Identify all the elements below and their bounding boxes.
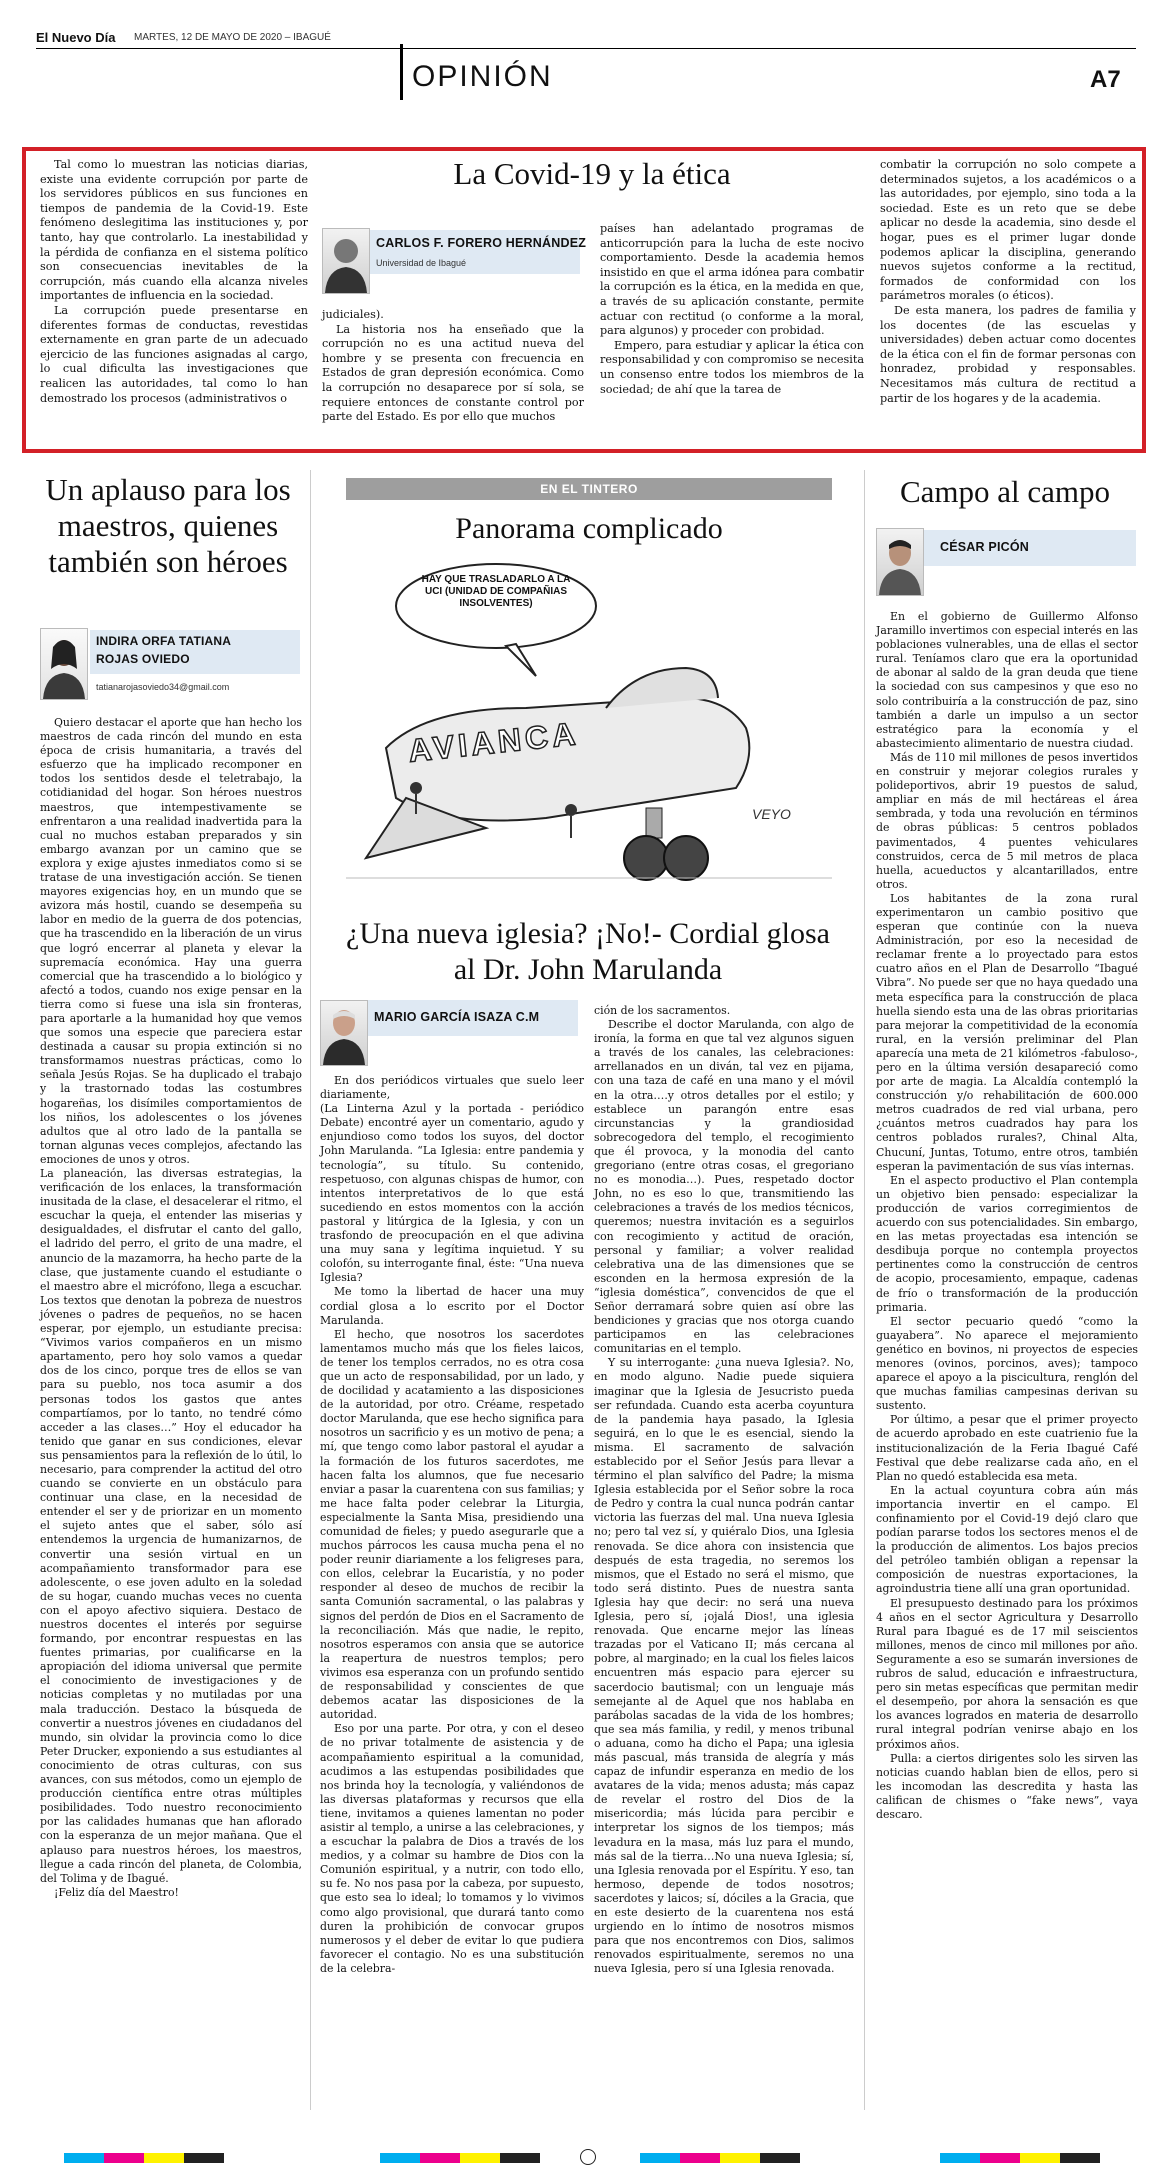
paragraph: En dos periódicos virtuales que suelo leer diariamente, [320, 1074, 584, 1102]
featured-col-3 [600, 222, 864, 397]
cartoon-signature: VEYO [752, 806, 791, 822]
paragraph: Por último, a pesar que el primer proyecto de acuerdo aprobado en este cuatrienio fue la institucionalización de la Feria Ibagué Café Festival que debe realizarse cada año, en el Plan no quedó establecida esa meta. [876, 1413, 1138, 1483]
author-name: ROJAS OVIEDO [96, 652, 190, 666]
paragraph: Me tomo la libertad de hacer una muy cordial glosa a lo escrito por el Doctor Marulanda. [320, 1285, 584, 1327]
cartoon-title: Panorama complicado [455, 512, 723, 545]
paragraph: El presupuesto destinado para los próximos 4 años en el sector Agricultura y Desarrollo Rural para Ibagué es de 17 mil seiscientos millones, menos de cinco mil millones por año. Seguramente a eso se sumarán inversiones de rubros de salud, educación e infraestructura, pero sin metas específicas que permitan medir el desempeño, por ahora la sensación es que los avances logrados en materia de desarrollo rural integral podrían venirse abajo en los próximos años. [876, 1596, 1138, 1751]
paragraph: Más de 110 mil millones de pesos invertidos en construir y mejorar colegios rurales y polideportivos, abrir 19 puestos de salud, ampliar en más de mil hectáreas el área sembrada, y toda una revolución en términos de obras públicas: 5 centros poblados pavimentados, 4 puentes vehiculares construidos, cerca de 5 mil metros de placa huella, acueductos y alcantarillados, entre otros. [876, 750, 1138, 891]
paragraph: Empero, para estudiar y aplicar la ética con responsabilidad y con compromiso se necesita un consenso entre todos los miembros de la sociedad; de ahí que la tarea de [600, 338, 864, 396]
paragraph: La planeación, las diversas estrategias, la verificación de los enlaces, la transformación inusitada de la clase, el desacelerar el ritmo, el escuchar la queja, el entender las miserias y desigualdades, el disfrutar el canto del gallo, el ladrido del perro, el grito de una madre, el anuncio de la mazamorra, ha hecho parte de la clase, que justamente cuando el estudiante o el maestro abre el micrófono, llega a escuchar. Los textos que denotan la pobreza de nuestros jóvenes o padres de pequeños, no se hacen esperar, por ejemplo, un estudiante precisa: “Vivimos varios compañeros en un mismo apartamento, pero hoy solo vamos a quedar dos de los cinco, porque tres de ellos se van para su pueblo, nos toca asumir a dos personas todos los gastos que antes compartíamos, por lo tanto, no tendré cómo acceder a las clases…” Hoy el educador ha tenido que ganar en sus condiciones, elevar sus pensamientos para la reflexión de lo útil, lo necesario, para comprender la actitud del otro cuando se convierte en un obstáculo para continuar una clase, en la necesidad de entender el ser y de priorizar en un momento el sujeto antes que el saber, sólo así entendemos la urgencia de humanizarnos, de convertir una sesión virtual en un acompañamiento transformador para ese adolescente, o ese joven adulto en la soledad de su hogar, cuando muchas veces no cuenta con el apoyo afectivo siquiera. Destaco de nuestros docentes el interés por seguirse formando, por encontrar respuestas en las fuentes primarias, por cualificarse en la apropiación del idioma universal que permite el conocimiento de investigaciones y de noticias completas y no mutiladas por una mala traducción. Destaco la búsqueda de convertir a nuestros jóvenes en ciudadanos del mundo, sin olvidar la provincia como lo dice Peter Drucker, exponiendo a sus estudiantes al conocimiento de otras culturas, con sus avances, con sus métodos, como un ejemplo de producción científica entre otras múltiples posibilidades. Todo nuestro reconocimiento por las calidades humanas que han aflorado con la esperanza de un mejor mañana. Que el aplauso para nuestros héroes, los maestros, llegue a cada rincón del planeta, de Colombia, del Tolima y de Ibagué. [40, 1167, 302, 1885]
section-title: OPINIÓN [412, 60, 553, 93]
left-article-body [40, 716, 302, 1900]
page-number: A7 [1090, 66, 1121, 93]
featured-col-4 [880, 158, 1136, 406]
column-rule [864, 470, 865, 2110]
center-col-2 [594, 1004, 854, 1976]
registration-mark [940, 2153, 1100, 2163]
crosshair-icon [580, 2149, 596, 2165]
author-photo [40, 628, 88, 700]
author-name: CARLOS F. FORERO HERNÁNDEZ [376, 236, 587, 250]
featured-title: La Covid-19 y la ética [453, 156, 731, 191]
paragraph: Eso por una parte. Por otra, y con el deseo de no privar totalmente de asistencia y de acompañamiento espiritual a la comunidad, acudimos a las estupendas posibilidades que nos brinda hoy la tecnología, y valiéndonos de las diversas plataformas y recursos que ella tiene, invitamos a quienes lamentan no poder asistir al templo, a unirse a las celebraciones, y a escuchar la palabra de Dios a través de los medios, y a colmar su hambre de Dios con la Comunión espiritual, y a nutrir, con todo ello, su fe. No nos pasa por la cabeza, por supuesto, que esto sea lo ideal; lo tomamos y lo vivimos como algo provisional, que durará tanto como duren la prohibición de convocar grupos numerosos y el deber de evitar lo que pudiera favorecer el contagio. No es una substitución de la celebra- [320, 1722, 584, 1975]
paragraph: Describe el doctor Marulanda, con algo de ironía, la forma en que tal vez algunos siguen a través de los canales, las celebraciones: arrellanados en un diván, tal vez en pijama, con una taza de café en una mano y el móvil en la otra….y otros detalles por el estilo; y establece un parangón entre esas circunstancias y la grandiosidad sobrecogedora del templo, el recogimiento que él provoca, y la monodia del canto gregoriano (entre otras cosas, el gregoriano no es monodia…). Pues, respetado doctor John, no es eso lo que, transmitiendo las celebraciones a través de los medios técnicos, queremos; nuestra invitación es a seguirlos con recogimiento y actitud de oración, personal y familiar; a volver realidad celebrativa una de las dimensiones que se esconden en la hermosa expresión de la “iglesia doméstica”, convencidos de que el Señor derramará sobre quien así obre las bendiciones y gracias que nos otorga cuando participamos en las celebraciones comunitarias en el templo. [594, 1018, 854, 1356]
cartoon-plane-text: AVIANCA [406, 715, 581, 769]
right-article-body [876, 610, 1138, 1822]
section-marker [400, 44, 403, 100]
author-photo [876, 528, 924, 596]
paragraph: combatir la corrupción no solo compete a determinados sujetos, a los académicos o a las autoridades, por ejemplo, sino toda a la sociedad. Este es un reto que se debe aplicar no desde la academia, sino desde el hogar, pues es el primer lugar donde podemos aplicar la disciplina, generando nuevos sujetos conforme a la rectitud, formados de conformidad con los parámetros morales (o éticos). [880, 158, 1136, 303]
center-col-1 [320, 1074, 584, 1976]
paragraph: ción de los sacramentos. [594, 1004, 731, 1017]
cartoon-illustration [346, 558, 832, 898]
paragraph: De esta manera, los padres de familia y los docentes (de las escuelas y universidades) deben actuar como docentes de la ética con el fin de formar personas con honradez, probidad y responsables. Necesitamos más cultura de rectitud a partir de los hogares y de la academia. [880, 303, 1136, 405]
paragraph: El sector pecuario quedó “como la guayabera”. No aparece el mejoramiento genético en bovinos, ni proyectos de especies menores (ovinos, porcinos, aves); tampoco aparece el apoyo a la piscicultura, renglón del que muchas familias campesinas derivan su sustento. [876, 1314, 1138, 1413]
paragraph: En el gobierno de Guillermo Alfonso Jaramillo invertimos con especial interés en las poblaciones vulnerables, una de ellas el sector rural. Teníamos claro que era la oportunidad de abonar al saldo de la gran deuda que tiene la sociedad con sus campesinos y que eso no solo contribuiría a la construcción de paz, sino también a darle un impulso a un sector estratégico para la economía y el abastecimiento alimentario de nuestra ciudad. [876, 610, 1138, 750]
cartoon-banner-label: EN EL TINTERO [540, 482, 638, 496]
paragraph: Pulla: a ciertos dirigentes solo les sirven las noticias cuando hablan bien de ellos, pero si les incomodan las descredita y hasta las califican de chismes o “fake news”, vaya descaro. [876, 1751, 1138, 1821]
paragraph: países han adelantado programas de anticorrupción para la lucha de este nocivo comportamiento. Desde la academia hemos insistido en que el arma idónea para combatir la corrupción es la ética, en la medida en que, a través de su aplicación constante, permite actuar con rectitud (o conforme a la moral, para algunos) y proceder con probidad. [600, 222, 864, 338]
masthead-date: MARTES, 12 DE MAYO DE 2020 – IBAGUÉ [134, 32, 331, 43]
center-article-title: ¿Una nueva iglesia? ¡No!- Cordial glosa al Dr. John Marulanda [346, 917, 830, 986]
author-name: CÉSAR PICÓN [940, 540, 1030, 554]
author-photo [322, 228, 370, 294]
paragraph: En el aspecto productivo el Plan contempla un objetivo bien pensado: especializar la producción de varios corregimientos de acuerdo con sus potencialidades. Sin embargo, en las metas proyectadas esa intención se desdibuja porque no contempla proyectos pertinentes como la construcción de centros de acopio, procesamiento, empaque, cadenas de frío o transformación de la producción primaria. [876, 1173, 1138, 1314]
author-name: INDIRA ORFA TATIANA [96, 634, 232, 648]
cartoon-speech-text: HAY QUE TRASLADARLO A LA UCI (UNIDAD DE COMPAÑIAS INSOLVENTES) [421, 574, 571, 609]
left-article-title: Un aplauso para los maestros, quienes también son héroes [45, 472, 291, 579]
registration-mark [380, 2153, 540, 2163]
author-affiliation: Universidad de Ibagué [376, 258, 467, 268]
author-photo [320, 1000, 368, 1066]
featured-col-1 [40, 158, 308, 406]
paragraph: Los habitantes de la zona rural experimentaron un cambio positivo que esperan que continúe con la nueva Administración, por eso la necesidad de reclamar frente a lo proyectado para estos cuatro años en el Plan de Desarrollo “Ibagué Vibra”. No puede ser que no haya quedado una meta específica para la construcción de placa huella siendo esta una de las obras prioritarias para mejorar la competitividad de la economía rural, en la versión preliminar del Plan aparecía una meta de 21 kilómetros -fabuloso-, pero en la última versión desapareció como por arte de magia. La Alcaldía contempló la construcción y/o rehabilitación de 600.000 metros cuadrados de red vial urbana, pero ¿cuántos metros cuadrados hay para los centros poblados rurales?, Chinal Alta, Chucuní, Juntas, Totumo, entre otros, también esperan la pavimentación de sus vías internas. [876, 891, 1138, 1173]
paragraph: Quiero destacar el aporte que han hecho los maestros de cada rincón del mundo en esta época de crisis humanitaria, a través del esfuerzo que ha implicado recomponer en todos los sentidos desde el teletrabajo, la cotidianidad del hogar. Son héroes nuestros maestros, que intempestivamente se enfrentaron a una realidad inadvertida para la cual no muchos estaban preparados y sin embargo avanzan por un camino que se explora y exige ajustes inmediatos como si se tratase de una investigación acción. Se tienen mayores exigencias hoy, en un mundo que se avizora más hostil, cuando se desempeña su labor en medio de la guerra de dos potencias, que ha trascendido en la liberación de un virus que logró encerrar al planeta y elevar la supremacía económica. Hay una guerra comercial que ha trascendido a lo biológico y afectó a todos, cuando nos exige pensar en la tierra como si fuese una isla sin fronteras, para aportarle a la humanidad hoy que vemos que somos una especie que pareciera estar destinada a causar su propia extinción si no transformamos nuestras prácticas, como lo señala Jesús Rojas. Se ha duplicado el trabajo y la trastornado todas las costumbres hogareñas, los disímiles comportamientos de los niños, los adolescentes o los jóvenes adultos que al otro lado de la pantalla se tornan algunas veces complejos, afectando las emociones de unos y otros. [40, 716, 302, 1166]
paragraph: Y su interrogante: ¿una nueva Iglesia?. No, en modo alguno. Nadie puede siquiera imaginar que la Iglesia de Jesucristo pueda ser refundada. Cuando esta acerba coyuntura de la pandemia haya pasado, la Iglesia seguirá, en lo que le es esencial, siendo la misma. El sacramento de salvación establecido por el Señor Jesús para llevar a término el plan salvífico del Padre; la misma Iglesia establecida por el Señor sobre la roca de Pedro y contra la cual nunca podrán cantar victoria las fuerzas del mal. Una nueva Iglesia no; pero tal vez sí, y quiéralo Dios, una Iglesia renovada. Se dice ahora con insistencia que después de esta tragedia, no seremos los mismos, que el Estado no será el mismo, que todo será distinto. Pues de nuestra santa Iglesia hay que decir: no será una nueva Iglesia, pero sí, ¡ojalá Dios!, una iglesia renovada. Que encarne mejor las líneas trazadas por el Vaticano II; más cercana al pobre, al marginado; en la cual los fieles laicos encuentren más espacio para ejercer su sacerdocio bautismal; con un lenguaje más semejante al de Aquel que nos hablaba en parábolas sacadas de la vida de los hombres; que sea más familia, y redil, y menos tribunal o aduana, como ha dicho el Papa; una iglesia más pascual, más transida de alegría y más capaz de infundir esperanza en medio de los avatares de la vida; menos adusta; más capaz de revelar el rostro del Dios de la misericordia; más lúcida para percibir e interpretar los signos de los tiempos; más levadura en la masa, más luz para el mundo, más sal de la tierra…No una nueva Iglesia; sí, una Iglesia renovada por el Espíritu. Y eso, tan hermoso, depende de todos nosotros; sacerdotes y laicos; sí, dóciles a la Gracia, que en este desierto de la cuarentena nos está urgiendo en lo íntimo de nosotros mismos para que nos encontremos con Dios, salimos renovados espiritualmente, seremos no una nueva Iglesia, pero sí una Iglesia renovada. [594, 1356, 854, 1976]
paragraph: El hecho, que nosotros los sacerdotes lamentamos mucho más que los fieles laicos, de tener los templos cerrados, no es otra cosa que un acto de responsabilidad, por un lado, y de docilidad y acatamiento a las disposiciones de la autoridad, por otro. Créame, respetado doctor Marulanda, que ese hecho significa para nosotros un sacrificio y es un motivo de pena; a mí, que tengo como labor pastoral el ayudar a la formación de los futuros sacerdotes, me hacen falta los alumnos, que fue necesario enviar a pasar la cuarentena con sus familias; y me hace falta poder celebrar la Liturgia, especialmente la Santa Misa, presidiendo una comunidad de fieles; y puedo asegurarle que a muchos párrocos les causa mucha pena el no poder reunir diariamente a los feligreses para, con ellos, celebrar la Eucaristía, y no poder responder al deseo de muchos de recibir la santa Comunión sacramental, o las palabras y signos del perdón de Dios en el Sacramento de la reconciliación. Más que nadie, le repito, nosotros esperamos con ansia que se autorice la reapertura de nuestros templos; pero vivimos esa esperanza con un profundo sentido de responsabilidad y conscientes de que debemos acatar las disposiciones de la autoridad. [320, 1327, 584, 1722]
featured-col-2 [322, 308, 584, 425]
author-email: tatianarojasoviedo34@gmail.com [96, 682, 230, 692]
registration-mark [640, 2153, 800, 2163]
paragraph: ¡Feliz día del Maestro! [54, 1885, 179, 1899]
masthead-divider [36, 48, 1136, 49]
column-rule [310, 470, 311, 2110]
paragraph: Tal como lo muestran las noticias diarias, existe una evidente corrupción por parte de los servidores públicos en sus funciones en tiempos de pandemia de la Covid-19. Este fenómeno deslegitima las instituciones y, por tanto, hay que controlarlo. La inestabilidad y la pérdida de confianza en el sistema político son consecuencias inevitables de la corrupción, más cuando ella alcanza niveles importantes de influencia en la sociedad. [40, 158, 308, 303]
registration-mark [64, 2153, 224, 2163]
paragraph: La corrupción puede presentarse en diferentes formas de conductas, revestidas externamente en gran parte de un adecuado ejercicio de las funciones asignadas al cargo, lo cual dificulta las investigaciones que realicen las autoridades, tal como lo han demostrado los procesos (administrativos o [40, 303, 308, 405]
masthead-brand: El Nuevo Día [36, 30, 116, 45]
paragraph: judiciales). [322, 308, 384, 321]
right-article-title: Campo al campo [899, 474, 1111, 509]
paragraph: En la actual coyuntura cobra aún más importancia invertir en el campo. El confinamiento por el Covid-19 dejó claro que podían pararse todos los sectores menos el de la producción de alimentos. Los bajos precios del petróleo también obligan a repensar la composición de nuestras exportaciones, la agroindustria tiene allí una gran oportunidad. [876, 1483, 1138, 1596]
paragraph: La historia nos ha enseñado que la corrupción no es una actitud nueva del hombre y se presenta con frecuencia en Estados de gran depresión económica. Como la corrupción no desaparece por sí sola, se requiere entonces de constante control por parte del Estado. Es por ello que muchos [322, 322, 584, 424]
paragraph: (La Linterna Azul y la portada - periódico Debate) encontré ayer un comentario, agudo y enjundioso como todos los suyos, del doctor John Marulanda. “La Iglesia: entre pandemia y tecnología”, su título. Su contenido, respetuoso, con algunas chispas de humor, con intentos interpretativos de lo que está sucediendo en estos momentos con la acción pastoral y litúrgica de la Iglesia, y con un trasfondo de preocupación en el que adivina una muy sana y legítima inquietud. Y su colofón, su interrogante final, éste: “Una nueva Iglesia? [320, 1102, 584, 1285]
author-name: MARIO GARCÍA ISAZA C.M [374, 1010, 540, 1024]
